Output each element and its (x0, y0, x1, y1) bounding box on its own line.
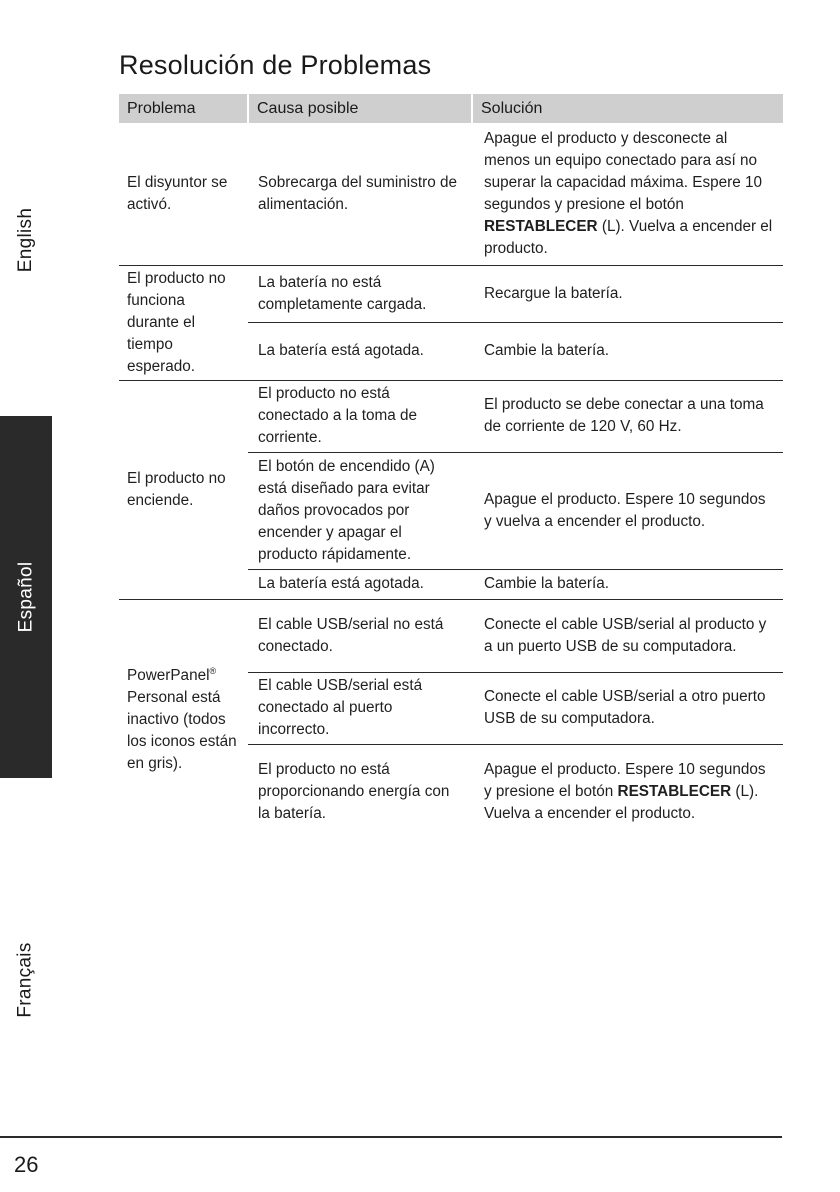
problem-text: PowerPanel (127, 666, 210, 684)
solution-text: Apague el producto y desconecte al menos un equipo conectado para así no superar la capacidad máxima. Espere 10 segundos y presione el botón (484, 129, 763, 213)
problem-text: Personal está inactivo (todos los iconos están en gris). (127, 688, 237, 772)
side-tab-label: Español (15, 561, 37, 633)
table-row (119, 123, 783, 265)
side-tab-label: English (15, 207, 37, 273)
cause-cell: El botón de encendido (A) está diseñado para evitar daños provocados por encender y apagar el producto rápidamente. (248, 452, 472, 569)
solution-cell: El producto se debe conectar a una toma de corriente de 120 V, 60 Hz. (472, 380, 783, 452)
solution-cell: Conecte el cable USB/serial a otro puerto USB de su computadora. (472, 672, 783, 744)
reset-button-label: RESTABLECER (484, 217, 598, 235)
cause-cell: El cable USB/serial no está conectado. (248, 599, 472, 672)
header-cause: Causa posible (248, 94, 472, 123)
problem-cell: El producto no funciona durante el tiempo esperado. (119, 265, 248, 380)
table-row (119, 599, 783, 672)
header-problem: Problema (119, 94, 248, 123)
solution-cell (472, 123, 783, 265)
solution-cell: Recargue la batería. (472, 265, 783, 322)
registered-mark: ® (209, 665, 217, 676)
solution-text: (L). Vuelva a encender el producto. (484, 783, 759, 823)
header-solution: Solución (472, 94, 783, 123)
solution-cell: Conecte el cable USB/serial al producto y a un puerto USB de su computadora. (472, 599, 783, 672)
page-title: Resolución de Problemas (119, 50, 432, 80)
solution-text: (L). Vuelva a encender el producto. (484, 217, 773, 257)
footer-divider (0, 1136, 782, 1138)
side-tab-label: Français (15, 942, 37, 1018)
solution-cell: Cambie la batería. (472, 322, 783, 380)
cause-cell: La batería está agotada. (248, 569, 472, 599)
problem-cell: El disyuntor se activó. (127, 173, 228, 213)
solution-cell: Apague el producto. Espere 10 segundos y vuelva a encender el producto. (472, 452, 783, 569)
table-row (119, 265, 783, 322)
cause-cell: El cable USB/serial está conectado al puerto incorrecto. (248, 672, 472, 744)
side-tab-espanol[interactable] (0, 416, 52, 778)
problem-cell: El producto no enciende. (119, 380, 248, 599)
solution-cell: Cambie la batería. (472, 569, 783, 599)
cause-cell: El producto no está conectado a la toma de corriente. (248, 380, 472, 452)
table-header-row (119, 94, 783, 123)
reset-button-label: RESTABLECER (617, 783, 732, 801)
troubleshooting-table (119, 94, 783, 840)
cause-cell: La batería no está completamente cargada. (248, 265, 472, 322)
solution-cell (472, 744, 783, 840)
cause-cell: Sobrecarga del suministro de alimentación. (258, 173, 457, 213)
solution-text: Apague el producto. Espere 10 segundos y presione el botón (484, 761, 766, 801)
side-tab-english[interactable] (0, 160, 52, 320)
side-tab-francais[interactable] (0, 870, 52, 1090)
page-number: 26 (14, 1152, 39, 1177)
table-row (119, 380, 783, 452)
cause-cell: El producto no está proporcionando energía con la batería. (248, 744, 472, 840)
cause-cell: La batería está agotada. (248, 322, 472, 380)
problem-cell (119, 599, 248, 840)
